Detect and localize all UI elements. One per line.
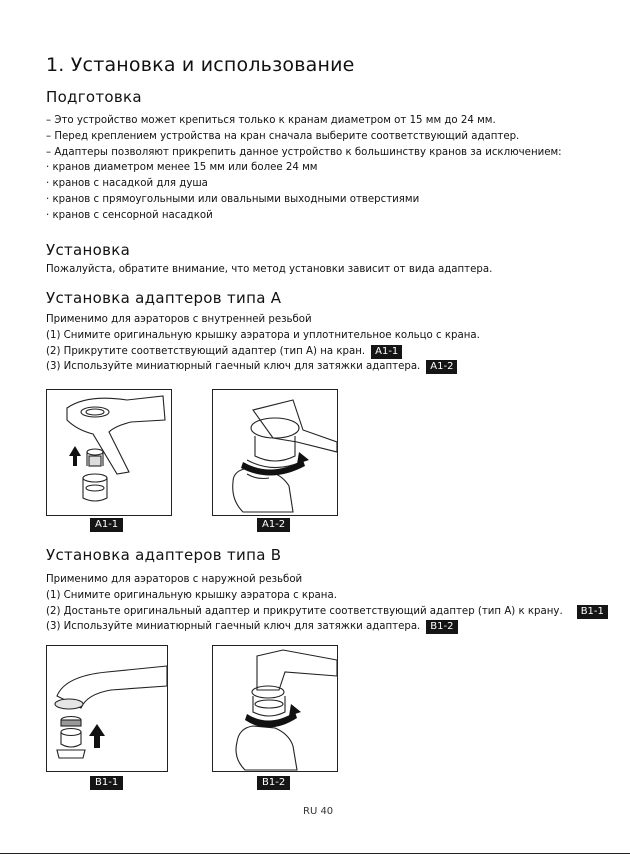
- prep-line: · кранов с насадкой для душа: [46, 178, 208, 190]
- type-b-step-text: (3) Используйте миниатюрный гаечный ключ для затяжки адаптера.: [46, 621, 421, 633]
- installation-text: Пожалуйста, обратите внимание, что метод установки зависит от вида адаптера.: [46, 264, 493, 275]
- wrench-tightening-illustration: [213, 390, 337, 515]
- figure-ref-badge: B1-2: [426, 620, 457, 634]
- type-b-line: Применимо для аэраторов с наружной резьбой: [46, 574, 303, 585]
- prep-line: · кранов диаметром менее 15 мм или более 24 мм: [46, 162, 318, 174]
- faucet-outer-thread-illustration: [47, 646, 167, 771]
- figure-ref-badge: A1-1: [371, 345, 402, 359]
- type-a-heading: Установка адаптеров типа А: [46, 289, 282, 307]
- type-a-line: [46, 344, 480, 360]
- prep-line: – Это устройство может крепиться только к кранам диаметром от 15 мм до 24 мм.: [46, 115, 496, 126]
- prep-line: – Адаптеры позволяют прикрепить данное устройство к большинству кранов за исключением:: [46, 146, 562, 158]
- preparation-list: [46, 113, 562, 224]
- type-a-line: Применимо для аэраторов с внутренней резьбой: [46, 314, 312, 325]
- prep-line: – Перед креплением устройства на кран сначала выберите соответствующий адаптер.: [46, 130, 520, 142]
- figure-ref-badge: A1-2: [426, 360, 457, 374]
- page-number: RU 40: [303, 806, 334, 817]
- wrench-tightening-b-illustration: [213, 646, 337, 771]
- type-a-line: (1) Снимите оригинальную крышку аэратора и уплотнительное кольцо с крана.: [46, 329, 480, 341]
- type-a-line: [46, 359, 480, 375]
- type-b-heading: Установка адаптеров типа В: [46, 546, 282, 564]
- figure-label-a1-2: A1-2: [257, 518, 290, 532]
- type-b-step-text: (2) Достаньте оригинальный адаптер и прикрутите соответствующий адаптер (тип А) к крану.: [46, 605, 563, 617]
- figure-label-b1-2: B1-2: [257, 776, 290, 790]
- type-b-line: [46, 604, 608, 620]
- preparation-heading: Подготовка: [46, 88, 142, 106]
- figure-label-b1-1: B1-1: [90, 776, 123, 790]
- type-b-line: (1) Снимите оригинальную крышку аэратора с крана.: [46, 589, 337, 601]
- figure-b1-1: [46, 645, 168, 772]
- page-title: 1. Установка и использование: [46, 54, 355, 76]
- type-b-instructions: [46, 572, 608, 635]
- type-a-step-text: (2) Прикрутите соответствующий адаптер (тип А) на кран.: [46, 345, 366, 357]
- installation-heading: Установка: [46, 241, 131, 259]
- faucet-adapter-illustration: [47, 390, 171, 515]
- figure-label-a1-1: A1-1: [90, 518, 123, 532]
- prep-line: · кранов с сенсорной насадкой: [46, 209, 213, 221]
- type-a-step-text: (3) Используйте миниатюрный гаечный ключ для затяжки адаптера.: [46, 361, 421, 373]
- bottom-divider: [0, 853, 630, 854]
- type-a-instructions: [46, 312, 480, 375]
- figure-ref-badge: B1-1: [577, 605, 608, 619]
- figure-a1-1: [46, 389, 172, 516]
- figure-a1-2: [212, 389, 338, 516]
- type-b-line: [46, 619, 608, 635]
- figure-b1-2: [212, 645, 338, 772]
- prep-line: · кранов с прямоугольными или овальными выходными отверстиями: [46, 193, 420, 205]
